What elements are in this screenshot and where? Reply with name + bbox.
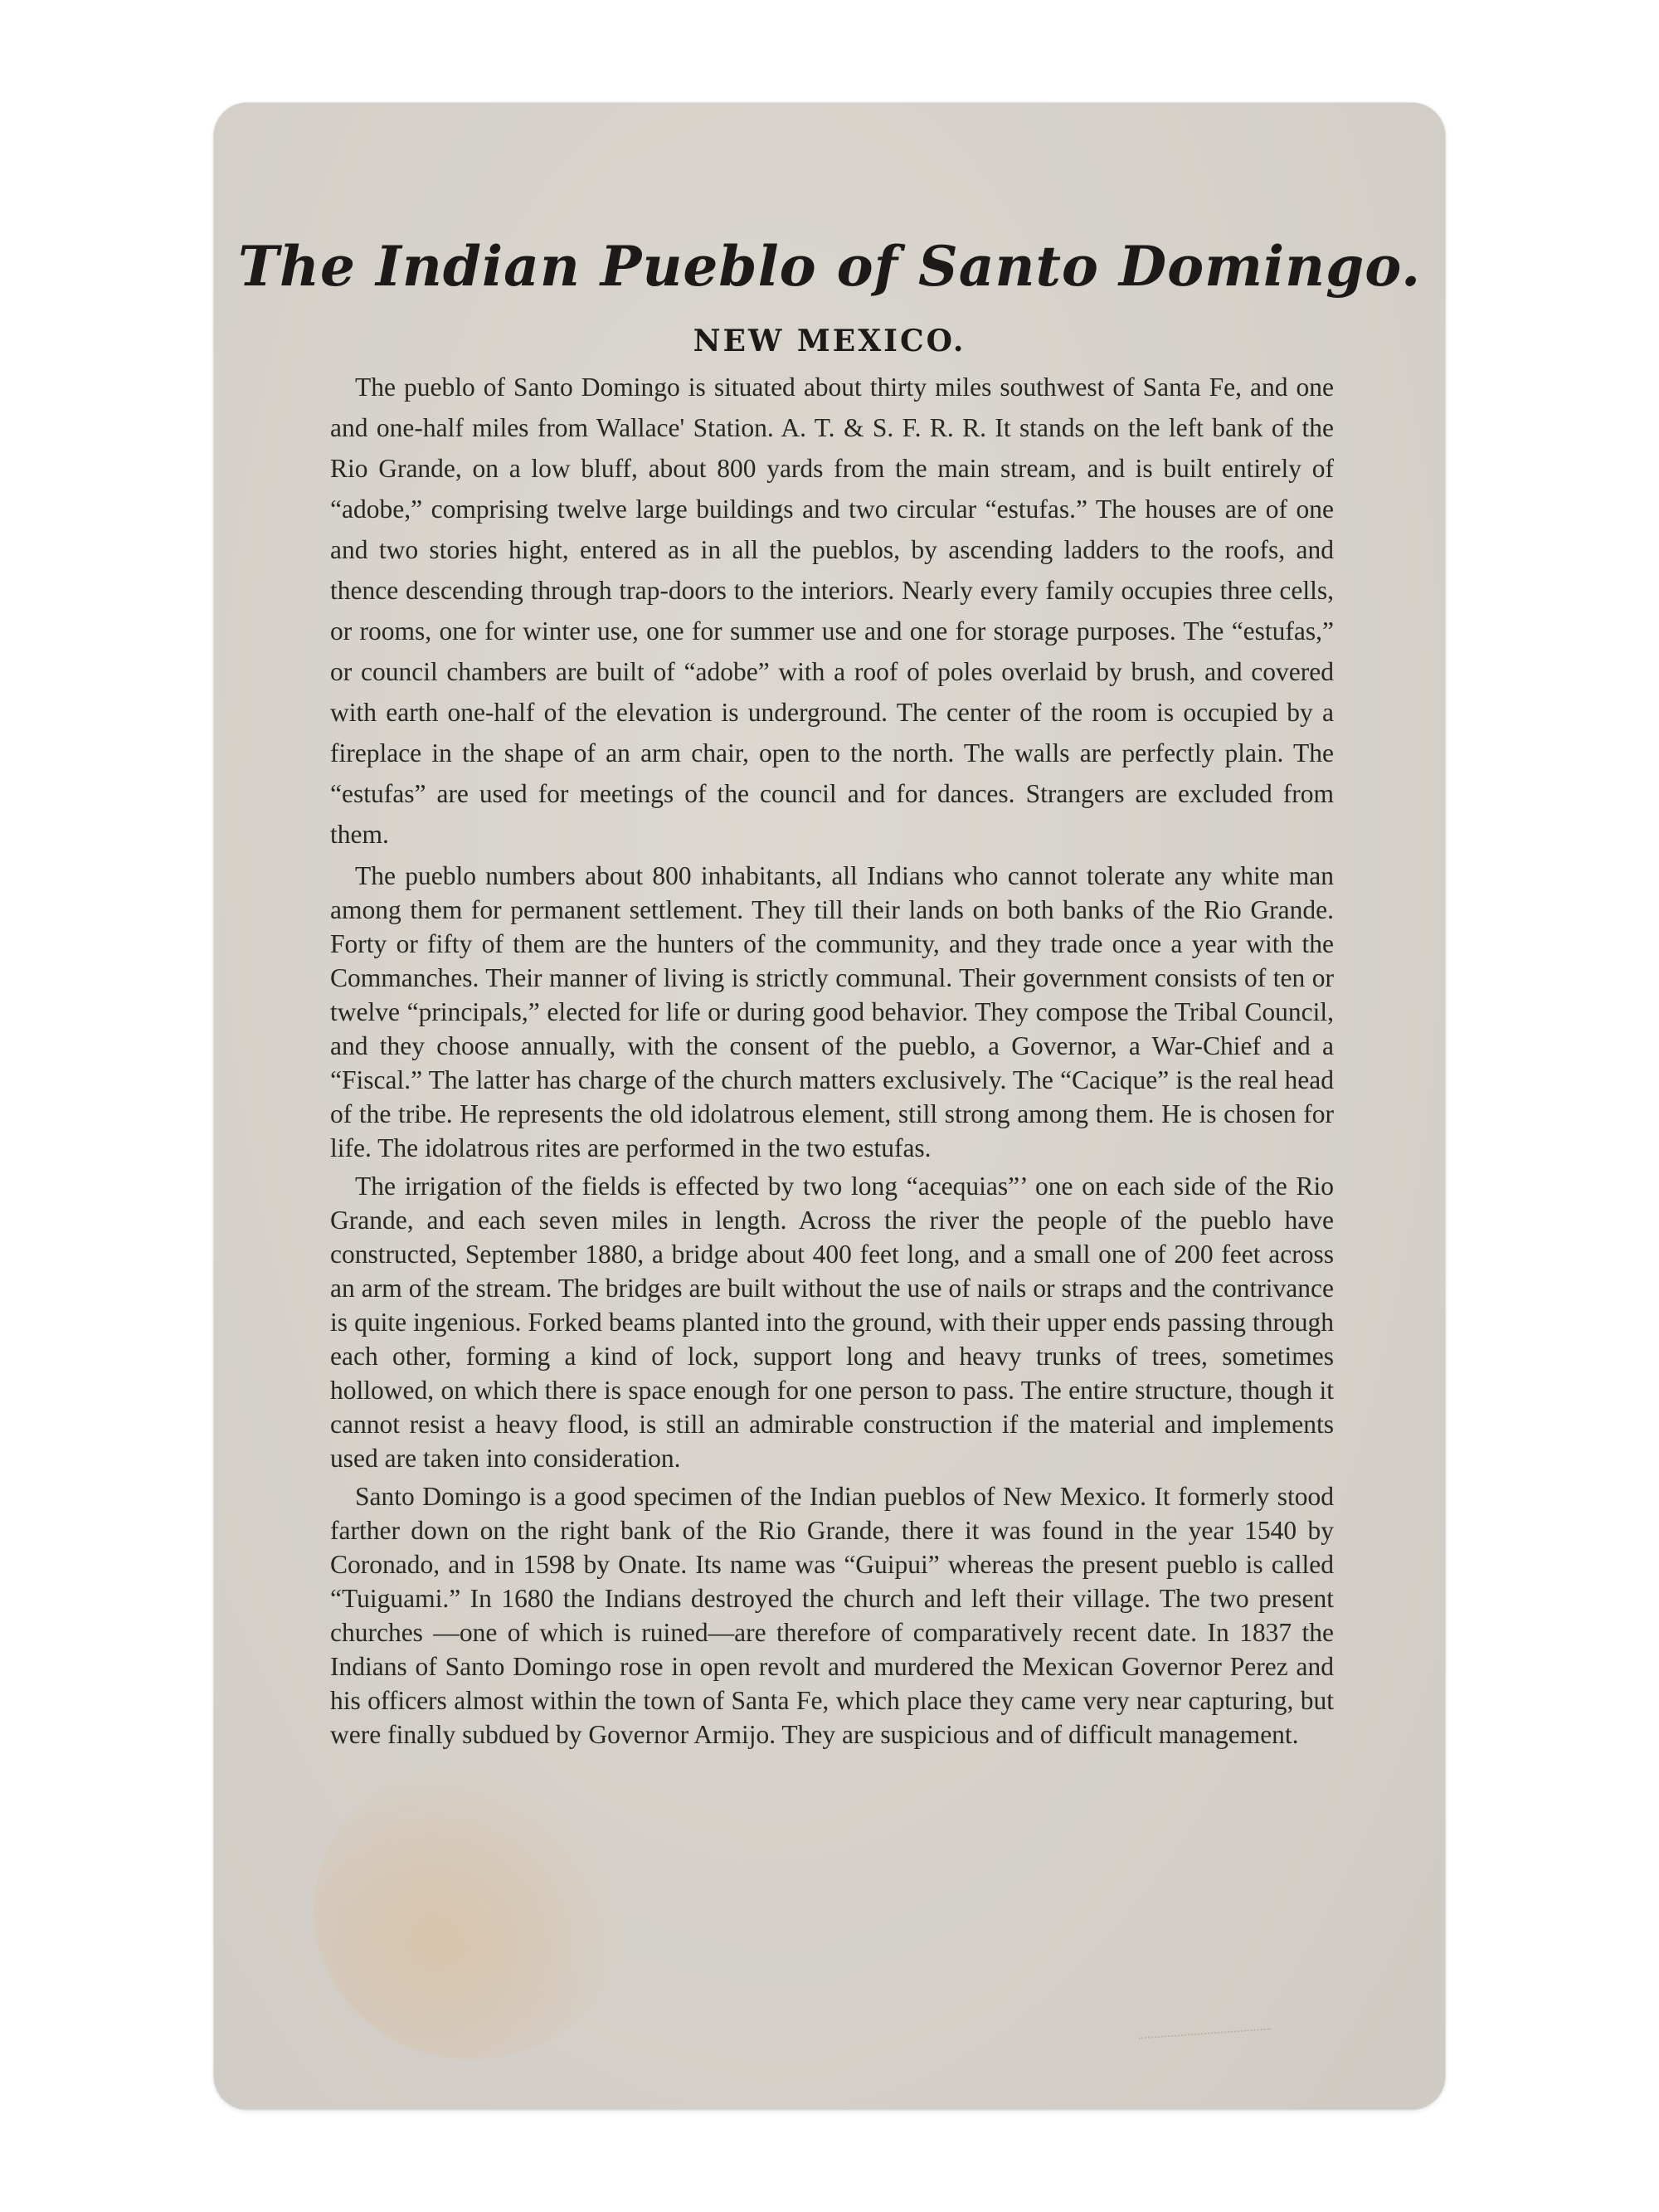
water-stain [314,1761,629,2059]
paragraph-irrigation: The irrigation of the fields is effected by two long “acequias”’ one on each side of the Rio Grande, and each seven miles in length. Across the river the people of the pueblo have constructed, September 1880, a bridge about 400 feet long, and a small one of 200 feet across an arm of the stream. The bridges are built without the use of nails or straps and the contrivance is quite ingenious. Forked beams planted into the ground, with their upper ends passing through each other, forming a kind of lock, support long and heavy trunks of trees, sometimes hollowed, on which there is space enough for one person to pass. The entire structure, though it cannot resist a heavy flood, is still an admirable construction if the material and implements used are taken into consideration. [330,1172,1334,1473]
paragraph-location: The pueblo of Santo Domingo is situated about thirty miles southwest of Santa Fe, and one and one-half miles from Wallace' Station. A. T. & S. F. R. R. It stands on the left bank of the Rio Grande, on a low bluff, about 800 yards from the main stream, and is built entirely of “adobe,” comprising twelve large buildings and two circular “estufas.” The houses are of one and two stories hight, entered as in all the pueblos, by ascending ladders to the roofs, and thence descending through trap-doors to the interiors. Nearly every family occupies three cells, or rooms, one for winter use, one for summer use and one for storage purposes. The “estufas,” or council chambers are built of “adobe” with a roof of poles overlaid by brush, and covered with earth one-half of the elevation is underground. The center of the room is occupied by a fireplace in the shape of an arm chair, open to the north. The walls are perfectly plain. The “estufas” are used for meetings of the council and for dances. Strangers are excluded from them. [330,373,1334,849]
paragraph-history: Santo Domingo is a good specimen of the Indian pueblos of New Mexico. It formerly stood farther down on the right bank of the Rio Grande, there it was found in the year 1540 by Coronado, and in 1598 by Onate. Its name was “Guipui” whereas the present pueblo is called “Tuiguami.” In 1680 the Indians destroyed the church and left their village. The two present churches —one of which is ruined—are therefore of comparatively recent date. In 1837 the Indians of Santo Domingo rose in open revolt and murdered the Mexican Governor Perez and his officers almost within the town of Santa Fe, which place they came very near capturing, but were finally subdued by Governor Armijo. They are suspicious and of difficult management. [330,1482,1334,1749]
pencil-mark [1137,2010,1271,2039]
printed-card [214,103,1445,2109]
document-title: The Indian Pueblo of Santo Domingo. [237,234,1422,299]
document-body [330,367,1334,1752]
paragraph-population: The pueblo numbers about 800 inhabitants, all Indians who cannot tolerate any white man among them for permanent settlement. They till their lands on both banks of the Rio Grande. Forty or fifty of them are the hunters of the community, and they trade once a year with the Commanches. Their manner of living is strictly communal. Their government consists of ten or twelve “principals,” elected for life or during good behavior. They compose the Tribal Council, and they choose annually, with the consent of the pueblo, a Governor, a War-Chief and a “Fiscal.” The latter has charge of the church matters exclusively. The “Cacique” is the real head of the tribe. He represents the old idolatrous element, still strong among them. He is chosen for life. The idolatrous rites are performed in the two estufas. [330,861,1334,1162]
document-subtitle: NEW MEXICO. [693,324,966,358]
